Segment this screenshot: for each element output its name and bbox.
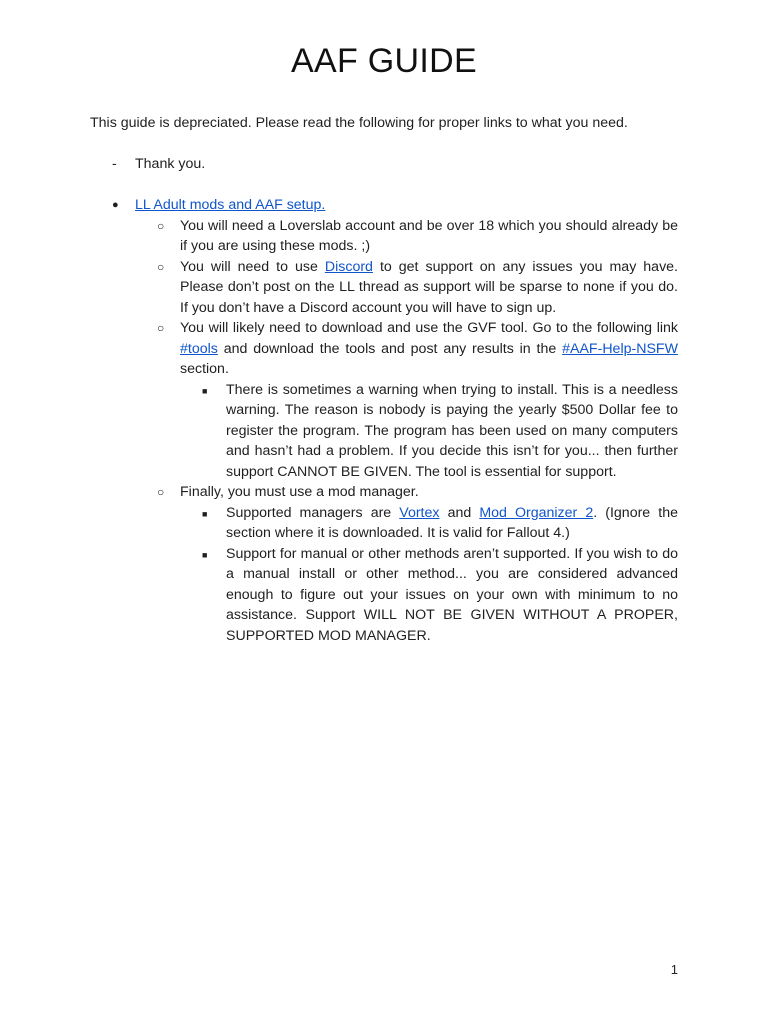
- gvf-text-pre: You will likely need to download and use the GVF tool. Go to the following link: [180, 320, 678, 336]
- list-item-discord: [112, 257, 678, 319]
- hollow-circle-bullet-icon: ○: [157, 259, 165, 274]
- square-bullet-icon: ■: [202, 508, 208, 519]
- hollow-circle-bullet-icon: ○: [157, 218, 165, 233]
- list-item-warning: [112, 380, 678, 483]
- manager-text: Finally, you must use a mod manager.: [180, 484, 419, 500]
- guide-list: [112, 195, 678, 646]
- gvf-text-mid: and download the tools and post any results in the: [217, 340, 563, 357]
- mod-organizer-2-link[interactable]: Mod Organizer 2: [479, 504, 594, 521]
- square-bullet-icon: ■: [202, 549, 208, 560]
- aaf-help-nsfw-link[interactable]: #AAF-Help-NSFW: [562, 340, 678, 357]
- discord-link[interactable]: Discord: [324, 258, 373, 275]
- thanks-line: [112, 154, 205, 175]
- square-bullet-icon: ■: [202, 385, 208, 396]
- account-text: You will need a Loverslab account and be over 18 which you should already be if you are using these mods. ;): [180, 217, 678, 254]
- hollow-circle-bullet-icon: ○: [157, 485, 165, 499]
- warning-text: There is sometimes a warning when trying to install. This is a needless warning. The reason is nobody is paying the yearly $500 Dollar fee to register the program. The program has been used on many computers and hasn’t had a problem. If you decide this isn’t for you... then further support CANNOT BE GIVEN. The tool is essential for support.: [226, 381, 678, 480]
- page-number: 1: [670, 962, 678, 977]
- discord-text-pre: You will need to use: [180, 258, 325, 275]
- hollow-circle-bullet-icon: ○: [157, 321, 165, 335]
- list-item-supported: [112, 503, 678, 544]
- page-title: AAF GUIDE: [291, 42, 477, 80]
- list-item-gvf: [112, 318, 678, 380]
- list-item-manager: [112, 482, 678, 503]
- supported-text-post: . (Ignore the section where it is downloaded. It is valid for Fallout 4.): [226, 504, 678, 541]
- dash-marker: -: [112, 156, 117, 172]
- filled-circle-bullet-icon: ●: [112, 199, 119, 211]
- gvf-text-post: section.: [180, 361, 229, 377]
- tools-link[interactable]: #tools: [180, 340, 218, 357]
- list-item-main: [112, 195, 678, 216]
- thanks-text: Thank you.: [135, 156, 206, 172]
- ll-adult-mods-link[interactable]: LL Adult mods and AAF setup.: [135, 197, 326, 213]
- list-item-account: [112, 216, 678, 257]
- discord-text-post: to get support on any issues you may have. Please don’t post on the LL thread as support will be sparse to none if you do. If you don’t have a Discord account you will have to sign up.: [180, 258, 678, 316]
- supported-text-pre: Supported managers are: [226, 504, 400, 521]
- manual-text: Support for manual or other methods aren’t supported. If you wish to do a manual install or other method... you are considered advanced enough to figure out your issues on your own with minimum to no assistance. Support WILL NOT BE GIVEN WITHOUT A PROPER, SUPPORTED MOD MANAGER.: [226, 545, 678, 644]
- list-item-manual: [112, 544, 678, 647]
- intro-paragraph: This guide is depreciated. Please read the following for proper links to what you need.: [90, 115, 628, 131]
- vortex-link[interactable]: Vortex: [399, 504, 440, 521]
- supported-text-mid: and: [439, 504, 480, 521]
